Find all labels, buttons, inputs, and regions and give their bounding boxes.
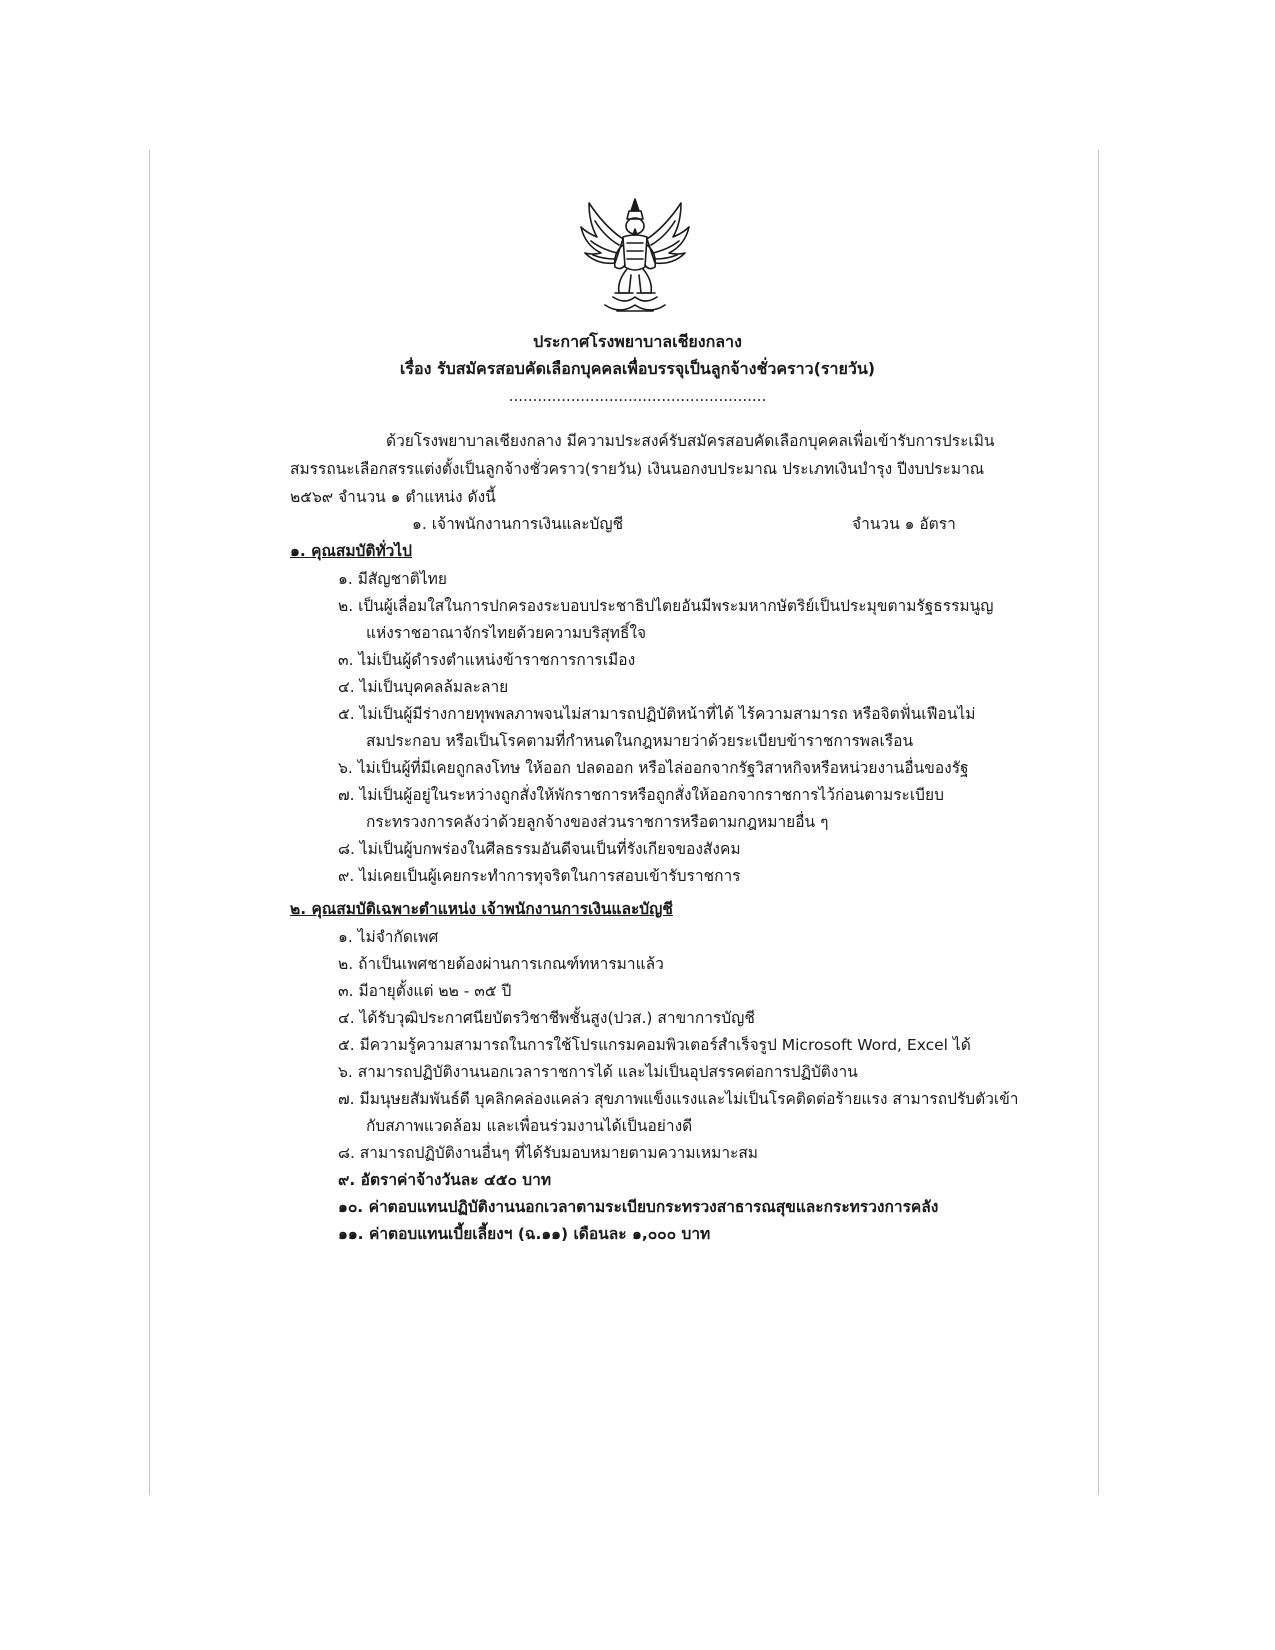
list-item-allowance: ๑๑. ค่าตอบแทนเบี้ยเลี้ยงฯ (ฉ.๑๑) เดือนละ ๑,๐๐๐ บาท — [338, 1225, 711, 1243]
list-item: ๙. ไม่เคยเป็นผู้เคยกระทำการทุจริตในการสอบเข้ารับราชการ — [338, 867, 741, 885]
intro-line: สมรรถนะเลือกสรรแต่งตั้งเป็นลูกจ้างชั่วคราว(รายวัน) เงินนอกงบประมาณ ประเภทเงินบำรุง ปีงบประมาณ — [290, 460, 985, 478]
list-item: ๕. ไม่เป็นผู้มีร่างกายทุพพลภาพจนไม่สามารถปฏิบัติหน้าที่ได้ ไร้ความสามารถ หรือจิตฟั่นเฟือนไม่ — [338, 705, 976, 723]
list-item: ๕. มีความรู้ความสามารถในการใช้โปรแกรมคอมพิวเตอร์สำเร็จรูป Microsoft Word, Excel ได้ — [338, 1036, 971, 1054]
list-item: ๔. ได้รับวุฒิประกาศนียบัตรวิชาชีพชั้นสูง(ปวส.) สาขาการบัญชี — [338, 1009, 755, 1027]
announcement-subject: เรื่อง รับสมัครสอบคัดเลือกบุคคลเพื่อบรรจุเป็นลูกจ้างชั่วคราว(รายวัน) — [399, 359, 876, 378]
list-item: ๘. สามารถปฏิบัติงานอื่นๆ ที่ได้รับมอบหมายตามความเหมาะสม — [338, 1144, 759, 1162]
list-item-continuation: แห่งราชอาณาจักรไทยด้วยความบริสุทธิ์ใจ — [366, 624, 647, 642]
list-item: ๒. เป็นผู้เลื่อมใสในการปกครองระบอบประชาธิปไตยอันมีพระมหากษัตริย์เป็นประมุขตามรัฐธรรมนูญ — [338, 597, 994, 615]
intro-line: ด้วยโรงพยาบาลเชียงกลาง มีความประสงค์รับสมัครสอบคัดเลือกบุคคลเพื่อเข้ารับการประเมิน — [386, 432, 995, 450]
intro-line: ๒๕๖๙ จำนวน ๑ ตำแหน่ง ดังนี้ — [290, 488, 496, 506]
list-item-continuation: กระทรวงการคลังว่าด้วยลูกจ้างของส่วนราชการหรือตามกฎหมายอื่น ๆ — [366, 813, 829, 831]
list-item-wage: ๙. อัตราค่าจ้างวันละ ๔๕๐ บาท — [338, 1171, 552, 1189]
list-item: ๘. ไม่เป็นผู้บกพร่องในศีลธรรมอันดีจนเป็นที่รังเกียจของสังคม — [338, 840, 741, 858]
list-item: ๗. มีมนุษยสัมพันธ์ดี บุคลิกคล่องแคล่ว สุขภาพแข็งแรงและไม่เป็นโรคติดต่อร้ายแรง สามารถปรับตัวเข้า — [338, 1090, 1019, 1108]
list-item-continuation: กับสภาพแวดล้อม และเพื่อนร่วมงานได้เป็นอย่างดี — [366, 1117, 693, 1135]
section-heading-specific: ๒. คุณสมบัติเฉพาะตำแหน่ง เจ้าพนักงานการเงินและบัญชี — [290, 900, 673, 918]
list-item: ๑. มีสัญชาติไทย — [338, 570, 447, 588]
list-item: ๑. ไม่จำกัดเพศ — [338, 928, 439, 946]
list-item: ๒. ถ้าเป็นเพศชายต้องผ่านการเกณฑ์ทหารมาแล้ว — [338, 955, 664, 973]
section-heading-general: ๑. คุณสมบัติทั่วไป — [290, 542, 413, 560]
list-item: ๖. ไม่เป็นผู้ที่มีเคยถูกลงโทษ ให้ออก ปลดออก หรือไล่ออกจากรัฐวิสาหกิจหรือหน่วยงานอื่นของรัฐ — [338, 759, 969, 777]
list-item-overtime: ๑๐. ค่าตอบแทนปฏิบัติงานนอกเวลาตามระเบียบกระทรวงสาธารณสุขและกระทรวงการคลัง — [338, 1198, 939, 1216]
position-count: จำนวน ๑ อัตรา — [852, 515, 956, 533]
announcement-title: ประกาศโรงพยาบาลเชียงกลาง — [533, 332, 742, 351]
list-item: ๔. ไม่เป็นบุคคลล้มละลาย — [338, 678, 509, 696]
list-item: ๓. มีอายุตั้งแต่ ๒๒ - ๓๕ ปี — [338, 982, 512, 1000]
list-item: ๖. สามารถปฏิบัติงานนอกเวลาราชการได้ และไม่เป็นอุปสรรคต่อการปฏิบัติงาน — [338, 1063, 858, 1081]
garuda-emblem-icon — [575, 193, 695, 318]
list-item: ๗. ไม่เป็นผู้อยู่ในระหว่างถูกสั่งให้พักราชการหรือถูกสั่งให้ออกจากราชการไว้ก่อนตามระเบียบ — [338, 786, 944, 804]
list-item: ๓. ไม่เป็นผู้ดำรงตำแหน่งข้าราชการการเมือง — [338, 651, 636, 669]
position-name: ๑. เจ้าพนักงานการเงินและบัญชี — [412, 515, 624, 533]
list-item-continuation: สมประกอบ หรือเป็นโรคตามที่กำหนดในกฎหมายว่าด้วยระเบียบข้าราชการพลเรือน — [366, 732, 914, 750]
title-dotted-rule: ...................................................... — [508, 387, 767, 405]
